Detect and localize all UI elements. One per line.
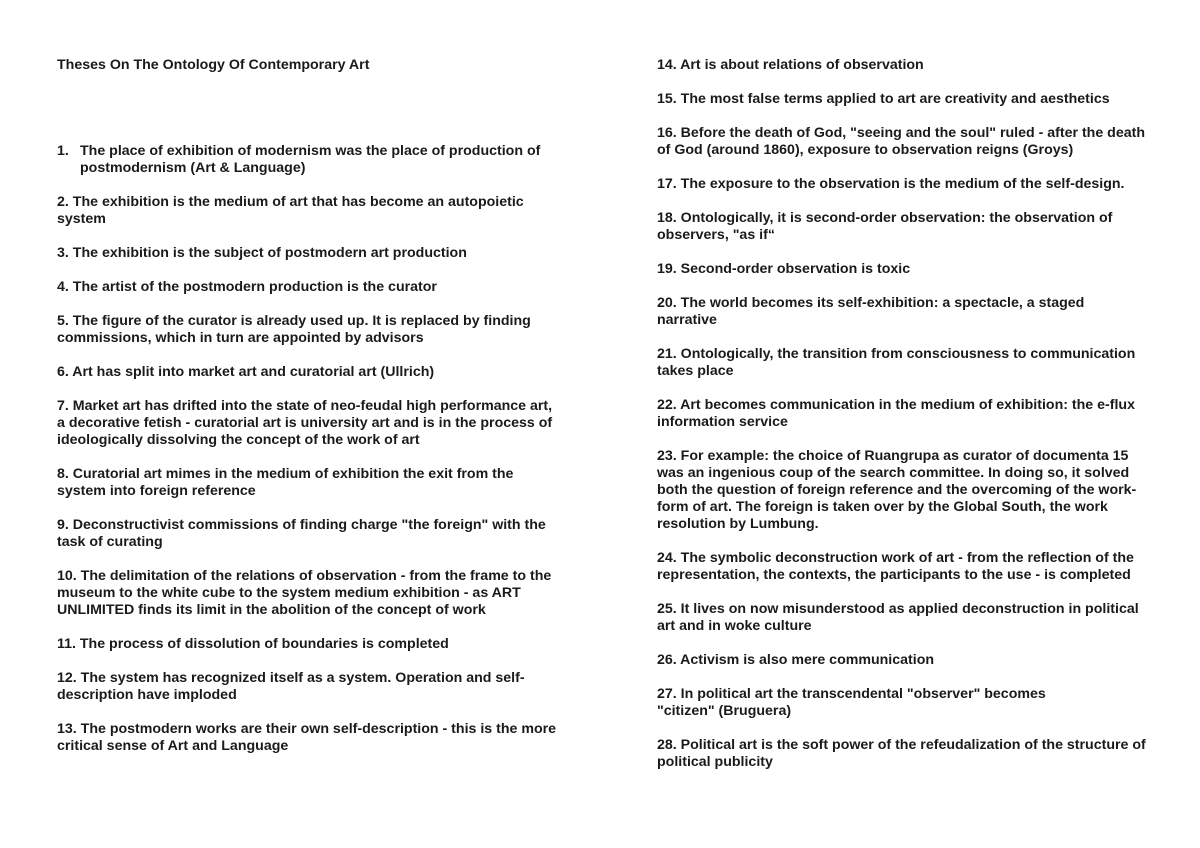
thesis-12: 12. The system has recognized itself as a system. Operation and self-description have imploded	[57, 670, 525, 703]
thesis-11: 11. The process of dissolution of boundaries is completed	[57, 636, 449, 652]
thesis-21: 21. Ontologically, the transition from consciousness to communication takes place	[657, 346, 1136, 379]
thesis-27	[657, 686, 1147, 720]
thesis-16: 16. Before the death of God, "seeing and the soul" ruled - after the death of God (around 1860), exposure to observation reigns (Groys)	[657, 125, 1146, 158]
thesis-2: 2. The exhibition is the medium of art that has become an autopoietic system	[57, 194, 524, 227]
thesis-13: 13. The postmodern works are their own self-description - this is the more critical sense of Art and Language	[57, 721, 557, 754]
thesis-number: 1.	[57, 143, 69, 159]
thesis-24: 24. The symbolic deconstruction work of art - from the reflection of the representation, the contexts, the participants to the use - is completed	[657, 550, 1134, 583]
thesis-19: 19. Second-order observation is toxic	[657, 261, 911, 277]
thesis-17: 17. The exposure to the observation is the medium of the self-design.	[657, 176, 1125, 192]
thesis-22: 22. Art becomes communication in the medium of exhibition: the e-flux information service	[657, 397, 1135, 430]
thesis-27-line-2: "citizen" (Bruguera)	[657, 703, 792, 719]
right-column	[657, 57, 1147, 788]
thesis-9: 9. Deconstructivist commissions of finding charge "the foreign" with the task of curating	[57, 517, 546, 550]
left-column	[57, 57, 557, 772]
thesis-20: 20. The world becomes its self-exhibition: a spectacle, a staged narrative	[657, 295, 1085, 328]
thesis-25: 25. It lives on now misunderstood as applied deconstruction in political art and in woke culture	[657, 601, 1139, 634]
thesis-10: 10. The delimitation of the relations of observation - from the frame to the museum to the white cube to the system medium exhibition - as ART UNLIMITED finds its limit in the abolition of the concept of work	[57, 568, 552, 618]
thesis-3: 3. The exhibition is the subject of postmodern art production	[57, 245, 467, 261]
thesis-15: 15. The most false terms applied to art are creativity and aesthetics	[657, 91, 1110, 107]
thesis-1	[57, 143, 557, 177]
thesis-26: 26. Activism is also mere communication	[657, 652, 935, 668]
thesis-4: 4. The artist of the postmodern production is the curator	[57, 279, 437, 295]
thesis-7: 7. Market art has drifted into the state of neo-feudal high performance art, a decorative fetish - curatorial art is university art and is in the process of ideologically dissolving the concept of the work of art	[57, 398, 553, 448]
thesis-6: 6. Art has split into market art and curatorial art (Ullrich)	[57, 364, 435, 380]
document-title: Theses On The Ontology Of Contemporary Art	[57, 57, 370, 73]
thesis-27-line-1: 27. In political art the transcendental "observer" becomes	[657, 686, 1046, 702]
thesis-8: 8. Curatorial art mimes in the medium of exhibition the exit from the system into foreign reference	[57, 466, 514, 499]
thesis-14: 14. Art is about relations of observation	[657, 57, 924, 73]
thesis-5: 5. The figure of the curator is already used up. It is replaced by finding commissions, which in turn are appointed by advisors	[57, 313, 531, 346]
thesis-18: 18. Ontologically, it is second-order observation: the observation of observers, "as if“	[657, 210, 1113, 243]
thesis-28: 28. Political art is the soft power of the refeudalization of the structure of political publicity	[657, 737, 1146, 770]
thesis-23: 23. For example: the choice of Ruangrupa as curator of documenta 15 was an ingenious coup of the search committee. In doing so, it solved both the question of foreign reference and the overcoming of the work-form of art. The foreign is taken over by the Global South, the work resolution by Lumbung.	[657, 448, 1137, 532]
thesis-text: The place of exhibition of modernism was the place of production of postmodernism (Art & Language)	[80, 143, 541, 176]
